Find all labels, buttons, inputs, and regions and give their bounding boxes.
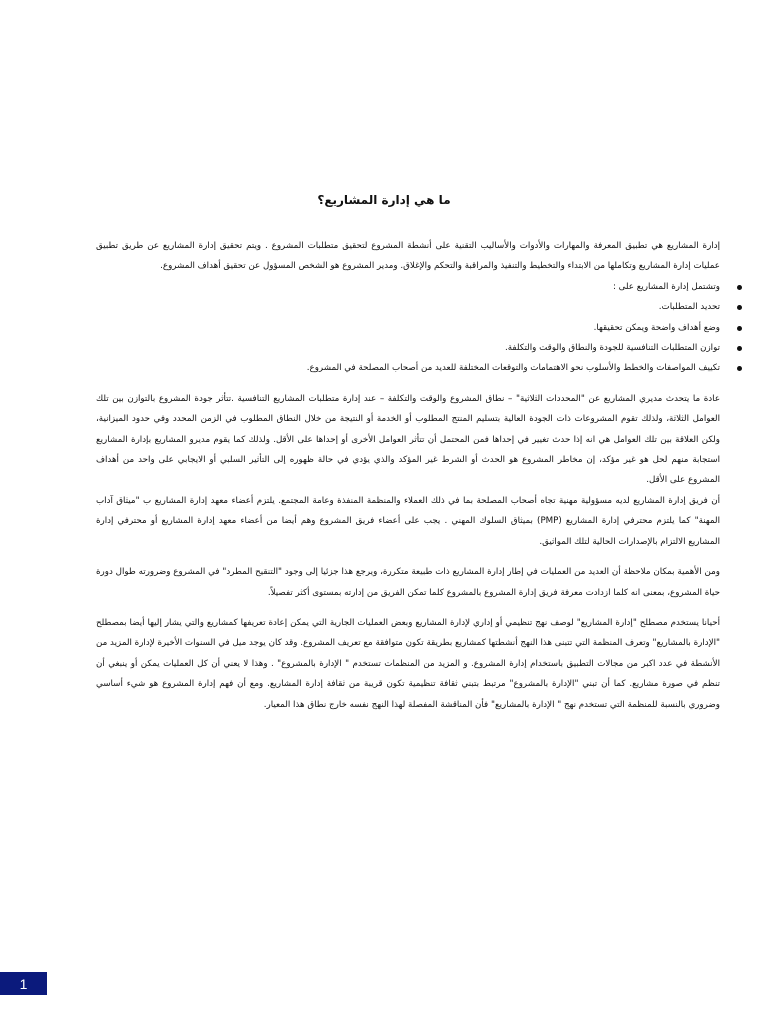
list-item-text: توازن المتطلبات التنافسية للجودة والنطاق والوقت والتكلفة.: [505, 343, 720, 354]
list-item: [96, 297, 720, 317]
list-item-text: تكييف المواصفات والخطط والأسلوب نحو الاهتمامات والتوقعات المختلفة للعديد من أصحاب المصلحة في المشروع.: [306, 363, 720, 374]
spacer: [96, 603, 720, 613]
usage-paragraph: أحيانا يستخدم مصطلح "إدارة المشاريع" لوصف نهج تنظيمي أو إداري لإدارة المشاريع وبعض العمليات الجارية التي يمكن إعادة تعريفها كمشاريع والتي يشار إليها أيضا بمصطلح "الإدارة بالمشاريع" وتعرف المنظمة التي تتبنى هذا النهج أنشطتها كمشاريع بطريقة تكون متوافقة مع تعريف المشروع. وقد كان يوجد ميل في السنوات الأخيرة لإدارة المزيد من الأنشطة في عدد اكبر من مجالات التطبيق باستخدام إدارة المشروع. و المزيد من المنظمات تستخدم " الإدارة بالمشروع" . وهذا لا يعني أن كل العمليات يمكن أو ينبغي أن تنظم في صورة مشاريع. كما أن تبني "الإدارة بالمشروع" مرتبط بتبني ثقافة تنظيمية تكون قريبة من ثقافة إدارة المشاريع. ومع أن فهم إدارة المشروع هو شيء أساسي وضروري بالنسبة للمنظمة التي تستخدم نهج " الإدارة بالمشاريع" فأن المناقشة المفصلة لهذا النهج نفسه خارج نطاق هذا المعيار.: [96, 617, 720, 710]
list-item: [96, 318, 720, 338]
bullet-icon: [737, 285, 742, 290]
bullet-icon: [737, 305, 742, 310]
iterative-paragraph: ومن الأهمية بمكان ملاحظة أن العديد من العمليات في إطار إدارة المشاريع ذات طبيعة متكررة، ويرجع هذا جزئيا إلى وجود "التنقيح المطرد" في المشروع وضرورته طوال دورة حياة المشروع، بمعنى انه كلما ازدادت معرفة فريق إدارة المشروع بالمشروع كلما تمكن الفريق من إدارته بمستوى أكثر تفصيلاً.: [96, 567, 720, 598]
bullet-list: [96, 277, 720, 379]
list-item-text: وضع أهداف واضحة ويمكن تحقيقها.: [593, 322, 720, 333]
list-item: [96, 358, 720, 378]
list-item: [96, 277, 720, 297]
bullet-icon: [737, 366, 742, 371]
page-number-badge: 1: [0, 972, 47, 995]
bullet-icon: [737, 326, 742, 331]
document-body: [96, 236, 720, 715]
spacer: [96, 552, 720, 562]
intro-paragraph: إدارة المشاريع هي تطبيق المعرفة والمهارات والأدوات والأساليب التقنية على أنشطة المشروع لتحقيق متطلبات المشروع . ويتم تحقيق إدارة المشاريع عن طريق تطبيق عمليات إدارة المشاريع وتكاملها من الابتداء والتخطيط والتنفيذ والمراقبة والتحكم والإغلاق. ومدير المشروع هو الشخص المسؤول عن تحقيق أهداف المشروع.: [96, 241, 720, 272]
spacer: [96, 379, 720, 389]
pmi-paragraph: أن فريق إدارة المشاريع لديه مسؤولية مهنية تجاه أصحاب المصلحة بما في ذلك العملاء والمنظمة المنفذة وعامة المجتمع. يلتزم أعضاء معهد إدارة المشاريع ب "ميثاق آداب المهنة" كما يلتزم محترفي إدارة المشاريع (PMP) بميثاق السلوك المهني . يجب على أعضاء فريق المشروع وهم أيضا من أعضاء معهد إدارة المشاريع أو محترفي إدارة المشاريع الالتزام بالإصدارات الحالية لتلك المواثيق.: [96, 495, 720, 547]
bullet-icon: [737, 346, 742, 351]
constraints-paragraph: عادة ما يتحدث مديري المشاريع عن "المحددات الثلاثية" – نطاق المشروع والوقت والتكلفة – عند إدارة متطلبات المشاريع التنافسية .تتأثر جودة المشروع بالتوازن بين تلك العوامل الثلاثة، ولذلك تقوم المشروعات ذات الجودة العالية بتسليم المنتج المطلوب أو الخدمة أو النتيجة من خلال النطاق المطلوب في الزمن المحدد وفي حدود الميزانية، ولكن العلاقة بين تلك العوامل هي انه إذا حدث تغيير في إحداها فمن المحتمل أن تتأثر العوامل الأخرى أو إحداها على الأقل. ولذلك كما يقوم مديرو المشاريع بإدارة المشاريع استجابة منهم لحل هو غير مؤكد، إن مخاطر المشروع هو الحدث أو الشرط غير المؤكد والذي يؤدي في حالة ظهوره إلى التأثير السلبي أو الايجابي على واحد من أهداف المشروع على الأقل.: [96, 393, 720, 486]
list-item: [96, 338, 720, 358]
page-title: ما هي إدارة المشاريع؟: [317, 193, 451, 207]
list-item-text: وتشتمل إدارة المشاريع على :: [612, 281, 720, 292]
list-item-text: تحديد المتطلبات.: [658, 302, 720, 313]
